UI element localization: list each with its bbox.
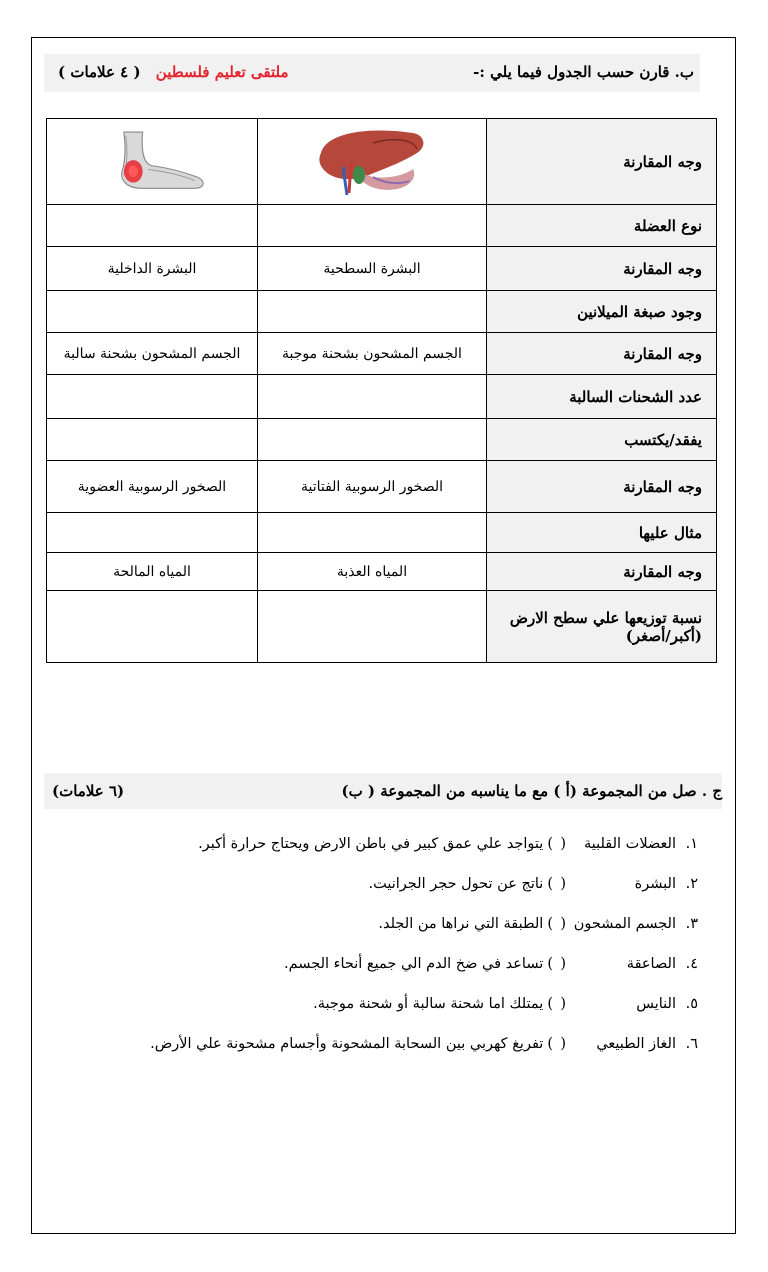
section-c-instruction: ج . صل من المجموعة (أ ) مع ما يناسبه من المجموعة ( ب) xyxy=(341,782,722,800)
cell-group-a xyxy=(258,375,487,419)
table-row xyxy=(47,247,717,291)
list-item xyxy=(98,996,698,1036)
row-label: وجود صبغة الميلانين xyxy=(487,291,717,333)
answer-blank-open: ( xyxy=(560,956,566,972)
item-definition: )تفريغ كهربي بين السحابة المشحونة وأجسام مشحونة علي الأرض. xyxy=(150,1036,553,1052)
cell-group-b xyxy=(47,205,258,247)
row-label: وجه المقارنة xyxy=(487,553,717,591)
marks-label: ( ٤ علامات ) xyxy=(58,63,141,81)
comparison-table xyxy=(46,118,717,663)
item-term: الغاز الطبيعي xyxy=(596,1036,676,1052)
table-row xyxy=(47,553,717,591)
answer-blank-open: ( xyxy=(560,1036,566,1052)
answer-blank-open: ( xyxy=(560,916,566,932)
answer-blank-open: ( xyxy=(560,876,566,892)
row-label: وجه المقارنة xyxy=(487,119,717,205)
cell-group-a xyxy=(258,291,487,333)
item-definition: )يتواجد علي عمق كبير في باطن الارض ويحتاج حرارة أكبر. xyxy=(198,836,553,852)
cell-group-b: الجسم المشحون بشحنة سالبة xyxy=(47,333,258,375)
table-row xyxy=(47,333,717,375)
cell-group-a xyxy=(258,419,487,461)
table-row xyxy=(47,205,717,247)
item-term: العضلات القلبية xyxy=(583,836,676,852)
cell-group-b xyxy=(47,591,258,663)
section-c-header xyxy=(44,773,722,809)
section-b-marks xyxy=(58,63,289,81)
list-item xyxy=(98,836,698,876)
row-label: مثال عليها xyxy=(487,513,717,553)
cell-group-b: البشرة الداخلية xyxy=(47,247,258,291)
item-number: ١. xyxy=(685,836,698,852)
cell-group-b: المياه المالحة xyxy=(47,553,258,591)
list-item xyxy=(98,956,698,996)
row-label: نسبة توزيعها علي سطح الارض (أكبر/أصغر) xyxy=(487,591,717,663)
row-label: وجه المقارنة xyxy=(487,247,717,291)
item-number: ٣. xyxy=(685,916,698,932)
cell-group-a xyxy=(258,513,487,553)
cell-group-a: المياه العذبة xyxy=(258,553,487,591)
table-row xyxy=(47,513,717,553)
item-number: ٦. xyxy=(685,1036,698,1052)
item-definition: )يمتلك اما شحنة سالبة أو شحنة موجبة. xyxy=(313,996,553,1012)
item-number: ٥. xyxy=(685,996,698,1012)
table-row xyxy=(47,591,717,663)
item-term: النايس xyxy=(636,996,676,1012)
cell-group-a xyxy=(258,119,487,205)
table-row xyxy=(47,291,717,333)
cell-group-a: الصخور الرسوبية الفتاتية xyxy=(258,461,487,513)
answer-blank-open: ( xyxy=(560,836,566,852)
list-item xyxy=(98,876,698,916)
item-term: البشرة xyxy=(634,876,676,892)
item-number: ٢. xyxy=(685,876,698,892)
table-row xyxy=(47,461,717,513)
cell-group-b xyxy=(47,119,258,205)
item-term: الجسم المشحون xyxy=(573,916,676,932)
cell-group-a: البشرة السطحية xyxy=(258,247,487,291)
table-row xyxy=(47,375,717,419)
table-row xyxy=(47,419,717,461)
section-b-header xyxy=(44,54,700,92)
item-number: ٤. xyxy=(685,956,698,972)
cell-group-b xyxy=(47,375,258,419)
item-definition: )ناتج عن تحول حجر الجرانيت. xyxy=(368,876,553,892)
row-label: عدد الشحنات السالبة xyxy=(487,375,717,419)
cell-group-b xyxy=(47,291,258,333)
matching-list xyxy=(98,836,698,1076)
cell-group-a xyxy=(258,591,487,663)
section-c-marks: (٦ علامات) xyxy=(52,782,125,800)
cell-group-b: الصخور الرسوبية العضوية xyxy=(47,461,258,513)
row-label: وجه المقارنة xyxy=(487,333,717,375)
cell-group-b xyxy=(47,419,258,461)
foot-tendon-illustration-icon xyxy=(92,126,212,198)
list-item xyxy=(98,1036,698,1076)
cell-group-a: الجسم المشحون بشحنة موجبة xyxy=(258,333,487,375)
list-item xyxy=(98,916,698,956)
cell-group-b xyxy=(47,513,258,553)
source-label: ملتقى تعليم فلسطين xyxy=(155,63,289,81)
row-label: نوع العضلة xyxy=(487,205,717,247)
cell-group-a xyxy=(258,205,487,247)
item-definition: )الطبقة التي نراها من الجلد. xyxy=(378,916,553,932)
row-label: وجه المقارنة xyxy=(487,461,717,513)
item-definition: )تساعد في ضخ الدم الي جميع أنحاء الجسم. xyxy=(284,956,553,972)
section-b-instruction: ب. قارن حسب الجدول فيما يلي :- xyxy=(473,63,694,81)
table-row xyxy=(47,119,717,205)
item-term: الصاعقة xyxy=(626,956,676,972)
answer-blank-open: ( xyxy=(560,996,566,1012)
liver-illustration-icon xyxy=(313,123,431,201)
row-label: يفقد/يكتسب xyxy=(487,419,717,461)
